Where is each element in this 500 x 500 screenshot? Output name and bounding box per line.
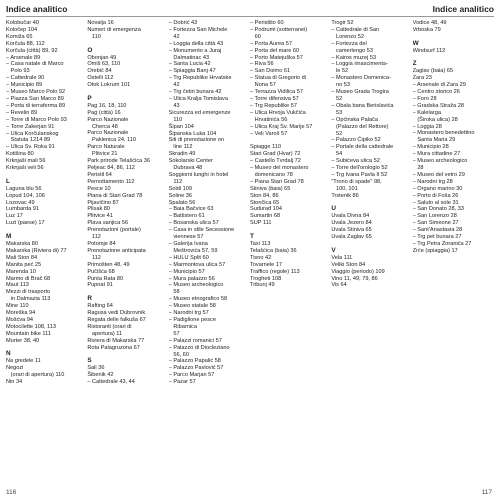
index-column-4 xyxy=(250,20,331,480)
index-entry: Santa Maria 29 xyxy=(412,137,456,144)
index-entry: Plava sanjica 56 xyxy=(87,220,129,227)
index-entry: Soldi 109 xyxy=(168,185,192,192)
index-entry: – Cattedrale 90 xyxy=(6,75,45,82)
index-entry: Uvala Stiniva 65 xyxy=(331,227,372,234)
index-columns xyxy=(6,20,494,480)
index-entry: – San Simeone 27 xyxy=(412,220,459,227)
section-letter: V xyxy=(331,246,336,254)
index-entry: Sicurezza ed emergenze xyxy=(168,109,231,116)
section-spacer xyxy=(6,345,83,352)
index-entry: – San Doimo 61 xyxy=(249,68,291,75)
index-entry: Maut 113 xyxy=(6,282,29,289)
index-entry: Luzi (paese) 17 xyxy=(6,220,45,227)
index-entry: – San Donato 28, 33 xyxy=(412,206,464,213)
index-column-6 xyxy=(413,20,494,480)
index-entry: 42 xyxy=(168,33,180,40)
index-entry: (orari di apertura) 110 xyxy=(6,372,65,379)
index-entry: Ston 84, 86 xyxy=(249,192,279,199)
section-spacer xyxy=(250,227,327,234)
index-entry: – Arsenale di Zara 29 xyxy=(412,82,466,89)
index-entry: – Monastero benedettino xyxy=(412,130,475,137)
index-entry: Koločep 104 xyxy=(6,26,38,33)
index-entry: Primošten 48, 49 xyxy=(87,261,130,268)
index-entry: Taxi 113 xyxy=(249,240,271,247)
index-entry: – Palazzo Pavlović 57 xyxy=(168,365,224,372)
index-entry: Mezzi di trasporto xyxy=(6,289,51,296)
index-entry: – Kairos muzej 53 xyxy=(331,54,377,61)
index-entry: Dalmatinac 43 xyxy=(168,54,210,61)
index-entry: Peristil 64 xyxy=(87,171,112,178)
index-entry: Parco Naturale xyxy=(87,144,125,151)
right-page-number: 117 xyxy=(481,489,492,496)
index-entry: Manita peć 25 xyxy=(6,261,42,268)
index-entry: Parco Nazionale xyxy=(87,130,129,137)
index-entry: Vis 64 xyxy=(331,282,347,289)
section-letter: O xyxy=(87,46,93,54)
index-entry: – Mura cittadine 27 xyxy=(412,151,461,158)
index-entry: 112 xyxy=(87,254,101,261)
left-page-header: Indice analitico xyxy=(6,4,68,14)
index-entry: 43 xyxy=(168,102,180,109)
index-entry: Veliki Ston 84 xyxy=(331,261,366,268)
index-entry: Siti di prenotazione on xyxy=(168,137,225,144)
index-entry: – Spiaggia Banj 47 xyxy=(168,68,216,75)
index-entry: Riviera di Makarska 77 xyxy=(87,337,145,344)
index-entry: Pučišća 68 xyxy=(87,268,115,275)
section-spacer xyxy=(87,351,164,358)
index-entry: – Kalelarga xyxy=(412,109,441,116)
index-entry: Vela 111 xyxy=(331,254,353,261)
index-entry: – Trg Petra Zoranića 27 xyxy=(412,240,472,247)
index-entry: – Porto Matejuška 57 xyxy=(249,54,303,61)
index-entry: Sumartin 68 xyxy=(249,213,281,220)
index-entry: 112 xyxy=(168,178,183,185)
index-entry: – Fortezza del xyxy=(331,40,367,47)
index-entry: Stončica 65 xyxy=(249,199,280,206)
section-letter: T xyxy=(249,233,254,241)
index-entry: Windsurf 112 xyxy=(412,47,446,54)
index-entry: Prenotazione anticipata xyxy=(87,247,146,254)
index-entry: – HULU Split 60 xyxy=(168,254,209,261)
index-entry: Rafting 64 xyxy=(87,303,113,310)
section-spacer xyxy=(413,55,490,62)
index-column-5 xyxy=(331,20,412,480)
index-entry: Vrboska 79 xyxy=(412,26,441,33)
section-letter: W xyxy=(412,39,419,47)
index-entry: camerlengo 53 xyxy=(331,47,373,54)
index-entry: Stiniva (baia) 65 xyxy=(249,185,291,192)
index-entry: Marmo di Brač 68 xyxy=(6,275,51,282)
index-entry: – Palazzo Papalić 58 xyxy=(168,358,221,365)
index-entry: Pag (città) 16 xyxy=(87,109,121,116)
index-entry: – Ulica Sv. Roka 91 xyxy=(6,144,55,151)
section-spacer xyxy=(6,227,83,234)
index-entry: – Museo etnografico 58 xyxy=(168,296,228,303)
index-entry: Parco Nazionale xyxy=(87,116,129,123)
index-entry: in Dalmazia 113 xyxy=(6,296,51,303)
section-spacer xyxy=(6,172,83,179)
index-entry: 56, 60 xyxy=(168,351,189,358)
index-entry: Pernottamento 112 xyxy=(87,178,135,185)
section-letter: L xyxy=(6,177,10,185)
section-letter: M xyxy=(6,233,12,241)
index-entry: Krknjaši veli 56 xyxy=(6,165,44,172)
index-entry: Traffico (regole) 113 xyxy=(249,268,300,275)
index-entry: – Trg pet bunara 27 xyxy=(412,234,462,241)
index-entry: – Peristilio 60 xyxy=(249,20,284,26)
index-entry: Trogheti 108 xyxy=(249,275,282,282)
index-entry: – Museo del vetro 29 xyxy=(412,171,465,178)
index-entry: Prenotazioni (portale) xyxy=(87,227,141,234)
index-entry: Plitvice 41 xyxy=(87,213,113,220)
section-spacer xyxy=(331,241,408,248)
index-column-1 xyxy=(6,20,87,480)
index-column-2 xyxy=(87,20,168,480)
index-entry: – Sant'Anastasia 28 xyxy=(412,227,463,234)
index-entry: 53 xyxy=(331,109,343,116)
index-entry: Na gredele 11 xyxy=(6,358,41,365)
index-entry: – Centro storico 26 xyxy=(412,89,460,96)
index-entry: – Ulica Kraj Sv. Marije 57 xyxy=(249,123,313,130)
right-page-header: Indice analitico xyxy=(432,4,494,14)
index-entry: Orebić 84 xyxy=(87,68,112,75)
index-entry: – Porta Aurea 57 xyxy=(249,40,292,47)
section-spacer xyxy=(87,41,164,48)
index-column-3 xyxy=(169,20,250,480)
index-entry: Sokolarski Center xyxy=(168,158,213,165)
index-entry: – Trg Republike Hrvatske xyxy=(168,75,232,82)
index-entry: – Općinska Palača xyxy=(331,116,378,123)
index-entry: Murter 38, 40 xyxy=(6,337,40,344)
index-entry: – Museo Grada Trogira xyxy=(331,89,389,96)
index-entry: Ribarnica xyxy=(168,323,197,330)
section-spacer xyxy=(87,89,164,96)
index-entry: – Ulica Hrvoja Vukčića xyxy=(249,109,306,116)
section-spacer xyxy=(250,137,327,144)
index-entry: – Narodni trg 28 xyxy=(412,178,453,185)
index-entry: "Trono di spade" 98, xyxy=(331,178,382,185)
index-entry: – Ulica Kralja Tomislava xyxy=(168,95,228,102)
index-entry: – Arsenale 89 xyxy=(6,54,41,61)
index-entry: le 52 xyxy=(331,68,349,75)
index-entry: Šipanska Luka 104 xyxy=(168,130,217,137)
index-entry: apertura) 11 xyxy=(87,330,123,337)
index-entry: Soline 36 xyxy=(168,192,192,199)
index-entry: – Museo Marco Polo 92 xyxy=(6,89,66,96)
index-entry: – Museo archeologico xyxy=(168,282,224,289)
index-entry: – Padiglione pesce xyxy=(168,316,216,323)
index-entry: Nin 34 xyxy=(6,379,23,386)
index-entry: Soggiorni lunghi in hotel xyxy=(168,171,229,178)
index-entry: Tovarnele 17 xyxy=(249,261,283,268)
index-entry: – Veli Varoš 57 xyxy=(249,130,288,137)
index-entry: Mountain bike 111 xyxy=(6,330,51,337)
index-entry: Makarska (Riviera di) 77 xyxy=(6,247,67,254)
index-entry: – Loggia rinascimenta- xyxy=(331,61,388,68)
section-spacer xyxy=(331,200,408,207)
section-spacer xyxy=(413,34,490,41)
index-entry: Šipan 104 xyxy=(168,123,194,130)
index-entry: – Cattedrale 43, 44 xyxy=(87,379,135,386)
index-entry: Zara 23 xyxy=(412,75,432,82)
index-entry: – Podrumi (sotterranei) xyxy=(249,26,308,33)
index-entry: Ristoranti (orari di xyxy=(87,323,132,330)
index-entry: Pupnat 91 xyxy=(87,282,113,289)
index-entry: – Obala bana Berislavića xyxy=(331,102,394,109)
index-entry: – Saluto al sole 31 xyxy=(412,199,459,206)
index-entry: Pesce 10 xyxy=(87,185,111,192)
index-entry: Marenda 10 xyxy=(6,268,36,275)
index-entry: Motocilette 108, 113 xyxy=(6,323,56,330)
index-entry: Šibenik 42 xyxy=(87,372,114,379)
index-entry: Krknjaši mali 56 xyxy=(6,158,46,165)
index-entry: Vodice 48, 49 xyxy=(412,20,447,26)
index-entry: Obonjan 49 xyxy=(87,54,117,61)
index-entry: (Široka ulica) 28 xyxy=(412,116,458,123)
index-entry: – Riva 56 xyxy=(249,61,274,68)
index-entry: Statuta 1214 89 xyxy=(6,137,51,144)
index-entry: – Bosanska ulica 57 xyxy=(168,220,219,227)
index-entry: – Fortezza San Michele xyxy=(168,26,228,33)
index-entry: 28 xyxy=(412,165,424,171)
index-entry: – Subićeva ulica 52 xyxy=(331,158,380,165)
index-entry: – Foro 28 xyxy=(412,95,437,102)
index-entry: – Porta di terraferma 89 xyxy=(6,102,66,109)
index-entry: – Battistero 61 xyxy=(168,213,205,220)
index-entry: 110 xyxy=(87,33,101,40)
index-entry: – Marmontova ulica 57 xyxy=(168,261,226,268)
index-entry: – Revelin 89 xyxy=(6,109,38,116)
section-letter: P xyxy=(87,94,92,102)
index-entry: – Trg četiri bunara 42 xyxy=(168,89,222,96)
index-entry: – Loggia 28 xyxy=(412,123,442,130)
index-entry: domenicano 78 xyxy=(249,171,293,178)
index-entry: viennese 57 xyxy=(168,234,204,241)
header-rule xyxy=(6,16,494,17)
index-entry: Regata delle falkuša 67 xyxy=(87,316,146,323)
index-entry: 58 xyxy=(168,289,180,296)
index-entry: Novalja 16 xyxy=(87,20,114,26)
index-entry: Tribunj 49 xyxy=(249,282,275,289)
index-entry: Skradin 49 xyxy=(168,151,196,158)
index-entry: no 53 xyxy=(331,82,350,89)
index-entry: Luz 17 xyxy=(6,213,23,220)
index-entry: Potomje 84 xyxy=(87,240,116,247)
index-entry: Otok Lokrum 101 xyxy=(87,82,131,89)
index-entry: Sudurađ 104 xyxy=(249,206,283,213)
section-letter: S xyxy=(87,357,92,365)
index-entry: – Trg Republike 57 xyxy=(249,102,297,109)
index-entry: – Torre difensiva 57 xyxy=(249,95,299,102)
index-entry: – Municipio 89 xyxy=(6,82,43,89)
index-entry: Uvala Divna 84 xyxy=(331,213,370,220)
index-entry: – Torre Zakerjan 91 xyxy=(6,123,55,130)
index-entry: Kolobučar 40 xyxy=(6,20,39,26)
section-letter: Z xyxy=(412,60,417,68)
index-entry: – Ulica Korčulanskog xyxy=(6,130,59,137)
index-entry: Uvala Jezero 84 xyxy=(331,220,372,227)
index-entry: Lozovac 49 xyxy=(6,199,35,206)
index-entry: Sali 36 xyxy=(87,365,105,372)
index-entry: Dubrava 48 xyxy=(168,165,203,172)
index-entry: – Mura palazzo 56 xyxy=(168,275,215,282)
index-entry: Mine 110 xyxy=(6,303,29,310)
index-entry: Mali Ston 84 xyxy=(6,254,38,261)
index-entry: Zrće (spiaggia) 17 xyxy=(412,247,458,254)
index-entry: – Museo archeologico xyxy=(412,158,468,165)
index-entry: – Piazza San Marco 89 xyxy=(6,95,64,102)
index-entry: line 112 xyxy=(168,144,193,151)
index-entry: – San Lorenzo 28 xyxy=(412,213,457,220)
index-entry: 112 xyxy=(87,234,101,241)
index-entry: – Cattedrale di San xyxy=(331,26,380,33)
index-entry: – Torre di Marco Polo 93 xyxy=(6,116,67,123)
index-entry: Meštrovića 57, 59 xyxy=(168,247,218,254)
index-entry: Punta Rata 80 xyxy=(87,275,124,282)
section-letter: N xyxy=(6,350,11,358)
index-entry: – Palazzo Ćipiko 52 xyxy=(331,137,381,144)
index-entry: Mošćva 94 xyxy=(6,316,34,323)
index-entry: – Piana Stari Grad 78 xyxy=(249,178,304,185)
index-entry: 110 xyxy=(168,116,183,123)
index-entry: Omiš 63, 110 xyxy=(87,61,121,68)
index-entry: Stari Grad (Hvar) 72 xyxy=(249,151,301,158)
index-entry: 54 xyxy=(331,151,343,158)
index-entry: – Porto di Foša 26 xyxy=(412,192,459,199)
index-entry: – Porta del mare 60 xyxy=(249,47,300,54)
index-entry: – Pazar 57 xyxy=(168,379,196,386)
index-entry: – Trg Ivana Pavla II 52 xyxy=(331,171,388,178)
index-entry: Kotišina 80 xyxy=(6,151,34,158)
index-entry: Piana di Stari Grad 78 xyxy=(87,192,143,199)
index-entry: – Gradska Straža 28 xyxy=(412,102,464,109)
index-entry: 100, 101 xyxy=(331,185,358,192)
index-entry: – Torre dell'orologio 52 xyxy=(331,165,388,172)
index-entry: Pijavičino 87 xyxy=(87,199,119,206)
index-entry: – Museo del monastero xyxy=(249,165,309,172)
index-entry: Makarska 80 xyxy=(6,240,39,247)
index-entry: – Dobrić 43 xyxy=(168,20,198,26)
index-entry: – Narodni trg 57 xyxy=(168,310,209,317)
index-entry: Plitvice 21 xyxy=(87,151,118,158)
index-entry: Ragusa vedi Dubrovnik xyxy=(87,310,146,317)
index-entry: Spiagge 110 xyxy=(249,144,281,151)
index-entry: Trogir 52 xyxy=(331,20,354,26)
index-entry: – Monumento a Juraj xyxy=(168,47,222,54)
section-letter: R xyxy=(87,295,92,303)
index-entry: 52 xyxy=(331,95,343,102)
index-entry: – Organo marino 30 xyxy=(412,185,463,192)
left-page-number: 116 xyxy=(6,489,17,496)
index-entry: Negozi xyxy=(6,365,24,372)
index-entry: Komiža 65 xyxy=(6,33,33,40)
index-entry: Viaggio (periodo) 109 xyxy=(331,268,385,275)
index-entry: – Casa natale di Marco xyxy=(6,61,64,68)
index-entry: – Baia Bačvice 63 xyxy=(168,206,214,213)
index-entry: – Museo statale 58 xyxy=(168,303,216,310)
index-entry: – Municipio 28 xyxy=(412,144,449,151)
index-entry: SUP 111 xyxy=(249,220,272,227)
index-entry: – Statua di Gregorio di xyxy=(249,75,306,82)
index-entry: Telašćica (baia) 36 xyxy=(249,247,297,254)
index-entry: – Terrazza Vidilica 57 xyxy=(249,89,303,96)
index-entry: Plisak 80 xyxy=(87,206,111,213)
index-entry: Hrvatinića 56 xyxy=(249,116,288,123)
index-entry: – Portale della cattedrale xyxy=(331,144,394,151)
index-entry: Ostelli 112 xyxy=(87,75,114,82)
index-entry: Korčula (città) 89, 92 xyxy=(6,47,58,54)
index-entry: 52 xyxy=(331,130,343,137)
index-entry: Korčula 88, 112 xyxy=(6,40,45,47)
index-entry: – Palazzi romanici 57 xyxy=(168,337,222,344)
index-entry: 42 xyxy=(168,82,180,89)
index-entry: – Castello Tvrdalj 72 xyxy=(249,158,301,165)
index-entry: Laguna blu 56 xyxy=(6,185,42,192)
index-entry: Spalato 56 xyxy=(168,199,196,206)
index-entry: Moreška 94 xyxy=(6,310,36,317)
index-entry: – Parco Marjan 57 xyxy=(168,372,215,379)
index-entry: Pag 16, 18, 110 xyxy=(87,102,127,109)
index-entry: – Municipio 57 xyxy=(168,268,205,275)
index-entry: Vino 11, 49, 79, 86 xyxy=(331,275,378,282)
index-entry: – Loggia della città 43 xyxy=(168,40,224,47)
index-entry: Peljeac 84, 86, 112 xyxy=(87,165,135,171)
index-entry: – Casa in stile Secessione xyxy=(168,227,235,234)
index-entry: – Monastero Domenica- xyxy=(331,75,392,82)
index-entry: Nona 57 xyxy=(249,82,276,89)
index-entry: Lumbarda 91 xyxy=(6,206,39,213)
index-entry: Park prirode Telašćica 36 xyxy=(87,158,151,165)
index-entry: Cherca 48 xyxy=(87,123,118,130)
index-entry: Tisno 42 xyxy=(249,254,272,261)
index-entry: 57 xyxy=(168,330,180,337)
section-spacer xyxy=(87,289,164,296)
index-entry: (Palazzo del Rettore) xyxy=(331,123,389,130)
index-entry: – Galerija Ivana xyxy=(168,241,208,247)
index-entry: – Santa Lucia 42 xyxy=(168,61,211,68)
index-entry: – Palazzo di Diocleziano xyxy=(168,344,230,351)
index-entry: Rota Palagruzona 67 xyxy=(87,344,140,351)
index-entry: Polo 93 xyxy=(6,68,30,75)
index-entry: Numeri di emergenza xyxy=(87,26,141,33)
index-entry: Zaglav (baia) 65 xyxy=(412,68,454,75)
section-letter: U xyxy=(331,205,336,213)
index-entry: Lorenzo 52 xyxy=(331,33,364,40)
index-entry: 60 xyxy=(249,33,261,40)
index-entry: Lopud 104, 106 xyxy=(6,192,45,199)
index-entry: Trstenik 86 xyxy=(331,192,359,199)
index-entry: Paklenica 24, 110 xyxy=(87,137,137,144)
index-entry: Uvala Zaglav 65 xyxy=(331,234,372,241)
